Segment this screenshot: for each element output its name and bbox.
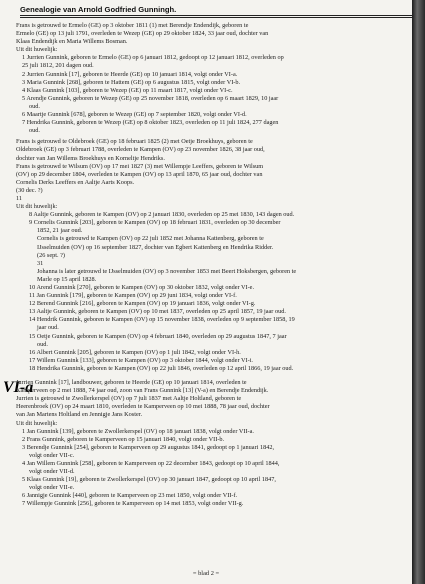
block3-text: 31 <box>37 259 44 267</box>
block4-text: 3 Berendje Gunnink [254], geboren te Kamperveen op 29 augustus 1841, gedoopt op 1 januari 1842, <box>22 443 275 451</box>
block3-line <box>0 292 412 300</box>
block3-line <box>0 219 412 227</box>
block2-text: Frans is getrouwd te Wilsum (OV) op 17 mei 1827 (3) met Willempje Leeffers, geboren te Wilsum <box>16 162 264 170</box>
block3-line <box>0 276 412 284</box>
block3-line <box>0 268 412 276</box>
section-children-list <box>0 211 412 373</box>
block3-text: 13 Aaltje Gunnink, geboren te Kampen (OV) op 10 mei 1837, overleden op 25 april 1857, 19 jaar oud. <box>29 308 286 316</box>
block4-line <box>0 428 412 436</box>
block3-line <box>0 357 412 365</box>
block3-text: 10 Arend Gunnink [270], geboren te Kampen (OV) op 30 oktober 1832, volgt onder VI-e. <box>29 284 255 291</box>
block2-line <box>0 203 412 211</box>
block2-line <box>0 138 412 146</box>
page-title: Genealogie van Arnold Godfried Gunningh. <box>20 5 177 14</box>
block3-line <box>0 333 412 341</box>
block4-line <box>0 452 412 460</box>
block1-line <box>0 111 412 119</box>
block4-text: Jurrien Gunnink [17], landbouwer, geboren te Heerde (GE) op 10 januari 1814, overleden te <box>16 379 247 387</box>
block3-line <box>0 365 412 373</box>
block4-line <box>0 403 412 411</box>
block3-line <box>0 316 412 324</box>
section-marriage-1 <box>0 22 412 135</box>
page-number: = blad 2 = <box>192 570 220 577</box>
block2-text: dochter van Jan Willems Broekhuys en Korneltje Hendriks. <box>16 154 165 162</box>
block1-line <box>0 22 412 30</box>
block3-text: (26 sept. ?) <box>37 251 65 259</box>
block2-line <box>0 195 412 203</box>
block4-line <box>0 492 412 500</box>
block4-text: 1 Jan Gunnink [139], geboren te Zwollerkerspel (OV) op 18 januari 1838, volgt onder VII-a. <box>22 427 254 435</box>
block1-text: Uit dit huwelijk: <box>16 46 58 54</box>
block1-line <box>0 62 412 70</box>
block1-text: 4 Klaas Gunnink [103], geboren te Wezep (GE) op 11 maart 1817, volgt onder VI-c. <box>22 86 233 94</box>
block4-text: 7 Willempje Gunnink [256], geboren te Kamperveen op 14 mei 1853, volgt onder VII-g. <box>22 500 244 508</box>
block4-line <box>0 460 412 468</box>
block4-line <box>0 436 412 444</box>
block4-text: Uit dit huwelijk: <box>16 419 58 427</box>
block1-text: oud. <box>29 127 40 135</box>
block3-text: jaar oud. <box>37 324 59 332</box>
block4-line <box>0 411 412 419</box>
block1-line <box>0 103 412 111</box>
block4-text: 2 Frans Gunnink, geboren te Kamperveen op 15 januari 1840, volgt onder VII-b. <box>22 435 225 443</box>
block3-line <box>0 284 412 292</box>
page-edge-shadow <box>412 0 425 584</box>
block2-line <box>0 146 412 154</box>
block4-text: Jurrien is getrouwd te Zwollerkerspel (OV) op 7 juli 1837 met Aaltje Holtland, geboren te <box>16 395 242 403</box>
block2-line <box>0 179 412 187</box>
block1-text: 5 Arendje Gunnink, geboren te Wezep (GE) op 25 november 1818, overleden op 6 maart 1829, 10 jaar <box>22 94 279 102</box>
block1-line <box>0 38 412 46</box>
block4-text: volgt onder VII-c. <box>29 451 75 459</box>
block3-text: 1852, 21 jaar oud. <box>37 227 83 235</box>
block2-text: 11 <box>16 194 23 202</box>
block4-line <box>0 476 412 484</box>
block4-text: van Jan Martens Holtland en Jennigje Jans Koster. <box>16 411 143 419</box>
block1-line <box>0 119 412 127</box>
block4-text: volgt onder VII-e. <box>29 484 75 492</box>
block3-text: 9 Cornelis Gunnink [203], geboren te Kampen (OV) op 18 februari 1831, overleden op 30 december <box>29 219 281 227</box>
title-rule-bottom <box>20 17 412 18</box>
block2-text: Cornelis Derks Leeffers en Aaltje Aarts Koops. <box>16 178 135 186</box>
block1-text: 25 juli 1812, 201 dagen oud. <box>22 62 94 70</box>
block1-text: oud. <box>29 102 40 110</box>
block4-line <box>0 444 412 452</box>
block1-line <box>0 30 412 38</box>
block3-text: 12 Berend Gunnink [216], geboren te Kampen (OV) op 19 januari 1836, volgt onder VI-g. <box>29 300 256 308</box>
block3-line <box>0 260 412 268</box>
block3-text: Cornelis is getrouwd te Kampen (OV) op 22 juli 1852 met Johanna Kattenberg, geboren te <box>37 235 264 243</box>
block4-text: Kamperveen op 2 mei 1888, 74 jaar oud, zoon van Frans Gunnink [13] (V-a) en Berendje Endendijk. <box>16 387 269 395</box>
block3-line <box>0 252 412 260</box>
block3-text: 15 Oetje Gunnink, geboren te Kampen (OV) op 4 februari 1840, overleden op 29 augustus 1847, 7 jaar <box>29 332 287 340</box>
block3-text: 14 Hendrik Gunnink, geboren te Kampen (OV) op 15 november 1838, overleden op 9 september 1858, 19 <box>29 316 295 324</box>
block1-text: 1 Jurrien Gunnink, geboren te Ermelo (GE) op 6 januari 1812, gedoopt op 12 januari 1812, overleden op <box>22 54 284 62</box>
block3-line <box>0 211 412 219</box>
block3-text: 18 Hendrika Gunnink, geboren te Kampen (OV) op 22 juli 1846, overleden op 12 april 1866, 19 jaar oud. <box>29 364 294 372</box>
block2-text: Uit dit huwelijk: <box>16 203 58 211</box>
block1-line <box>0 79 412 87</box>
block2-text: (30 dec. ?) <box>16 186 43 194</box>
title-rule-top <box>20 15 412 16</box>
block1-line <box>0 71 412 79</box>
block3-text: 16 Albert Gunnink [205], geboren te Kampen (OV) op 1 juli 1842, volgt onder VI-h. <box>29 348 241 356</box>
block1-text: 6 Maartje Gunnink [678], geboren te Wezep (GE) op 7 september 1820, volgt onder VI-d. <box>22 111 247 119</box>
block3-text: IJsselmuiden (OV) op 16 september 1827, dochter van Egbert Kattenberg en Hendrika Ridder. <box>37 243 274 251</box>
block1-text: 7 Hendrika Gunnink, geboren te Wezep (GE) op 8 oktober 1823, overleden op 11 juli 1824, 277 dagen <box>22 119 279 127</box>
block4-line <box>0 387 412 395</box>
block3-text: Marle op 15 april 1828. <box>37 275 97 283</box>
block1-text: 3 Maria Gunnink [268], geboren te Hattem (GE) op 6 augustus 1815, volgt onder VI-b. <box>22 78 241 86</box>
block3-line <box>0 300 412 308</box>
block4-text: volgt onder VII-d. <box>29 468 75 476</box>
block1-line <box>0 46 412 54</box>
generation-tag: VI-a <box>3 379 34 397</box>
block4-line <box>0 420 412 428</box>
block3-line <box>0 227 412 235</box>
section-marriage-2-3 <box>0 138 412 211</box>
block1-text: Frans is getrouwd te Ermelo (GE) op 3 oktober 1811 (1) met Berendje Endendijk, geboren te <box>16 22 249 29</box>
block4-line <box>0 379 412 387</box>
block3-line <box>0 308 412 316</box>
block1-text: Ermelo (GE) op 13 juli 1791, overleden te Wezep (GE) op 29 oktober 1824, 33 jaar oud, dochter van <box>16 30 269 38</box>
block2-text: (OV) op 29 december 1804, overleden te Kampen (OV) op 13 april 1870, 65 jaar oud, dochter van <box>16 170 263 178</box>
block3-text: oud. <box>37 340 48 348</box>
block3-line <box>0 324 412 332</box>
block4-text: 5 Klaas Gunnink [19], geboren te Zwollerkerspel (OV) op 30 januari 1847, gedoopt op 10 april 1847, <box>22 476 276 484</box>
block2-line <box>0 163 412 171</box>
block3-text: 8 Aaltje Gunnink, geboren te Kampen (OV) op 2 januari 1830, overleden op 25 mei 1830, 143 dagen oud. <box>29 211 295 219</box>
block3-line <box>0 244 412 252</box>
block4-line <box>0 484 412 492</box>
section-vi-a <box>0 379 412 509</box>
block1-line <box>0 95 412 103</box>
block4-line <box>0 395 412 403</box>
block1-text: 2 Jurrien Gunnink [17], geboren te Heerde (GE) op 10 januari 1814, volgt onder VI-a. <box>22 70 238 78</box>
block4-text: 6 Jannigje Gunnink [440], geboren te Kamperveen op 23 mei 1850, volgt onder VII-f. <box>22 492 238 500</box>
block1-line <box>0 127 412 135</box>
block1-line <box>0 54 412 62</box>
block3-text: 17 Willem Gunnink [133], geboren te Kampen (OV) op 3 oktober 1844, volgt onder VI-i. <box>29 356 253 364</box>
block3-line <box>0 235 412 243</box>
block4-text: 4 Jan Willem Gunnink [258], geboren te Kamperveen op 22 december 1843, gedoopt op 10 april 1844, <box>22 459 280 467</box>
block2-line <box>0 155 412 163</box>
block1-text: Klaas Endendijk en Maria Willems Bosman. <box>16 38 128 46</box>
block4-text: Heerenbroek (OV) op 24 maart 1810, overleden te Kamperveen op 10 mei 1888, 78 jaar oud, dochter <box>16 403 270 411</box>
block1-line <box>0 87 412 95</box>
block4-line <box>0 468 412 476</box>
block2-text: Oldebroek (GE) op 3 februari 1788, overleden te Kampen (OV) op 23 november 1826, 38 jaar oud, <box>16 146 265 154</box>
block3-text: 11 Jan Gunnink [179], geboren te Kampen (OV) op 29 juni 1834, volgt onder VI-f. <box>29 292 237 300</box>
block4-line <box>0 500 412 508</box>
block3-line <box>0 341 412 349</box>
block3-text: Johanna is later getrouwd te IJsselmuiden (OV) op 3 november 1853 met Beert Hoksbergen, geboren te <box>37 267 297 275</box>
block3-line <box>0 349 412 357</box>
page-body <box>0 22 412 509</box>
block2-text: Frans is getrouwd te Oldebroek (GE) op 18 februari 1825 (2) met Oetje Broekhuys, geboren te <box>16 138 253 146</box>
block2-line <box>0 171 412 179</box>
block2-line <box>0 187 412 195</box>
